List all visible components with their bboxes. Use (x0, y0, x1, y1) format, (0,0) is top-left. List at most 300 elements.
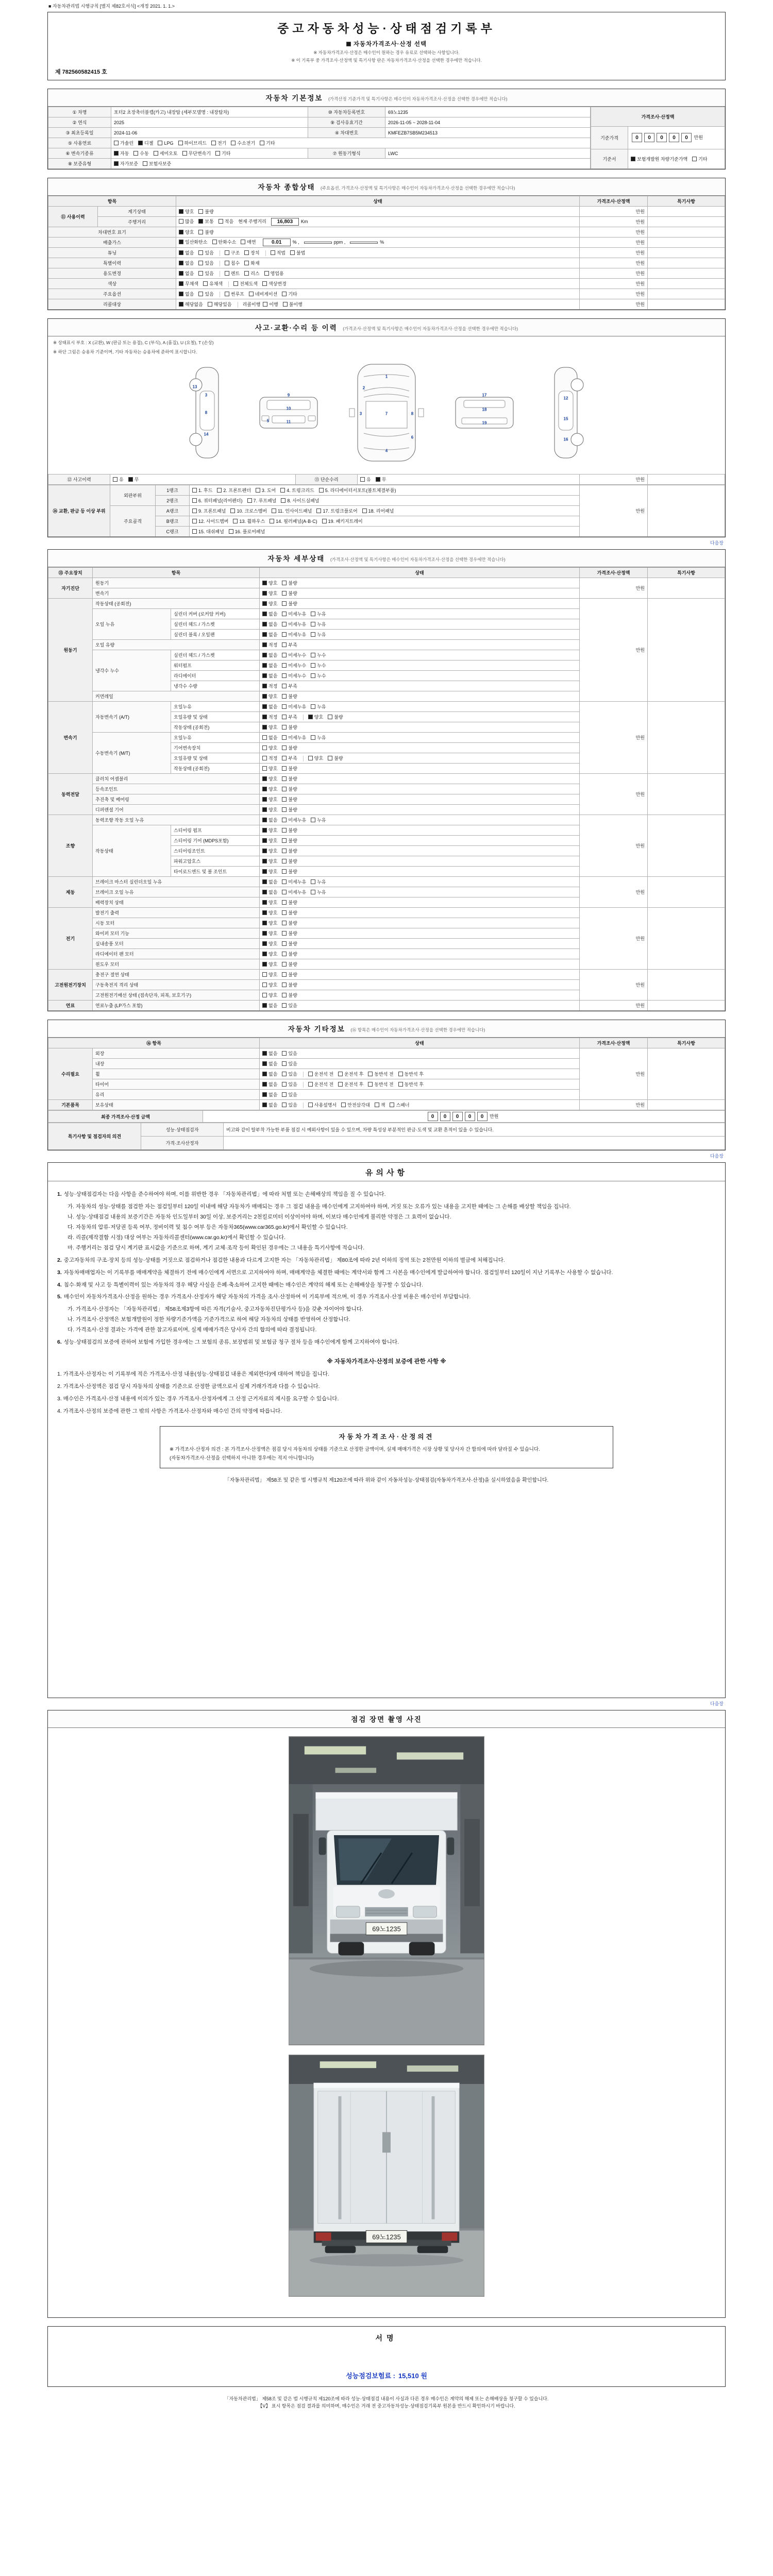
opinion-text (224, 1137, 725, 1150)
checkbox-없음[interactable] (262, 663, 267, 668)
price-cell: 만원 (580, 227, 648, 238)
diagram-part-number: 3 (359, 411, 362, 416)
checkbox-양호[interactable] (262, 601, 267, 606)
option-label: 매연 (247, 240, 256, 245)
checkbox-누유[interactable] (311, 632, 315, 637)
option-부족 (282, 714, 297, 720)
checkbox-있음[interactable] (282, 1072, 287, 1076)
option-불량 (282, 775, 297, 782)
checkbox-유[interactable] (360, 477, 365, 482)
checkbox-17. 트렁크플로어[interactable] (316, 509, 321, 513)
checkbox-8. 사이드실패널[interactable] (281, 498, 285, 503)
checkbox-미세누유[interactable] (282, 704, 287, 709)
checkbox-불량[interactable] (282, 828, 287, 833)
checkbox-불법[interactable] (290, 250, 295, 255)
checkbox-미세누유[interactable] (282, 632, 287, 637)
other-info-panel (47, 1020, 726, 1150)
checkbox-불량[interactable] (198, 209, 203, 214)
checkbox-5. 라디에이터서포트(볼트체결부품)[interactable] (319, 488, 324, 493)
section-label: ⑪ 사용이력 (48, 207, 98, 227)
checkbox-14. 필러패널(A·B·C)[interactable] (270, 519, 274, 523)
document-number: 제 782560582415 호 (55, 69, 107, 75)
checkbox-불량[interactable] (282, 952, 287, 956)
checkbox-없음[interactable] (262, 612, 267, 616)
part-label: 워터펌프 (171, 660, 260, 671)
checkbox-있음[interactable] (282, 1103, 287, 1107)
checkbox-운전석 전[interactable] (308, 1072, 313, 1076)
option-불량 (282, 971, 297, 978)
column-header: 항목 (48, 196, 176, 207)
option-불이행 (283, 301, 303, 308)
checkbox-11. 인사이드패널[interactable] (272, 509, 276, 513)
state-cell (176, 248, 580, 258)
checkbox-없음[interactable] (262, 632, 267, 637)
checkbox-없음[interactable] (262, 1082, 267, 1087)
checkbox-구조[interactable] (225, 250, 229, 255)
checkbox-없음[interactable] (262, 818, 267, 822)
checkbox-부족[interactable] (282, 684, 287, 688)
checkbox-양호[interactable] (262, 787, 267, 791)
checkbox-양호[interactable] (262, 591, 267, 596)
checkbox-운전석 후[interactable] (338, 1082, 343, 1087)
checkbox-양호[interactable] (262, 982, 267, 987)
checkbox-양호[interactable] (262, 859, 267, 863)
checkbox-미세누수[interactable] (282, 653, 287, 657)
option-label: 없음 (268, 632, 278, 637)
checkbox-불량[interactable] (282, 900, 287, 905)
option-label: 미세누수 (288, 663, 307, 668)
checkbox-기타[interactable] (260, 141, 264, 145)
checkbox-수동[interactable] (133, 151, 138, 156)
checkbox-가솔린[interactable] (114, 141, 119, 145)
option-누유 (311, 734, 326, 741)
column-header: 특기사항 (648, 1038, 725, 1048)
state-cell (260, 599, 580, 609)
checkbox-없음[interactable] (262, 879, 267, 884)
checkbox-무채색[interactable] (179, 281, 183, 286)
checkbox-적정[interactable] (262, 684, 267, 688)
checkbox-양호[interactable] (262, 931, 267, 936)
comprehensive-subtitle: (주요옵션, 가격조사·산정액 및 특기사항은 매수인이 자동차가격조사·산정을 선택한 경우에만 적습니다) (321, 185, 515, 191)
price-guarantee-item: 3. 매수인은 가격조사·산정 내용에 이의가 있는 경우 가격조사·산정자에게 그 산정 근거자료의 제시를 요구할 수 있습니다. (57, 1396, 339, 1402)
checkbox-불량[interactable] (282, 910, 287, 915)
price-digit: 0 (657, 133, 667, 142)
checkbox-누유[interactable] (311, 818, 315, 822)
checkbox-기타[interactable] (282, 292, 287, 296)
checkbox-양호[interactable] (262, 921, 267, 925)
checkbox-양호[interactable] (262, 581, 267, 585)
checkbox-보통[interactable] (198, 219, 203, 224)
checkbox-해당있음[interactable] (208, 302, 212, 307)
checkbox-양호[interactable] (262, 952, 267, 956)
price-cell: 만원 (580, 1100, 648, 1110)
checkbox-보험개발원 차량기준가액[interactable] (631, 157, 635, 161)
checkbox-없음[interactable] (179, 261, 183, 265)
next-page-link[interactable]: 다음장 (710, 540, 724, 546)
checkbox-누유[interactable] (311, 890, 315, 894)
checkbox-무[interactable] (128, 477, 133, 482)
checkbox-불량[interactable] (282, 581, 287, 585)
option-label: 자동 (120, 151, 129, 156)
option-label: 기타 (222, 151, 231, 156)
checkbox-불량[interactable] (282, 849, 287, 853)
state-cell (260, 630, 580, 640)
checkbox-미세누수[interactable] (282, 673, 287, 678)
checkbox-양호[interactable] (179, 209, 183, 214)
option-label: 미세누유 (288, 622, 307, 627)
option-label: 불량 (288, 766, 297, 771)
checkbox-양호[interactable] (262, 910, 267, 915)
photo-front-plate: 69노1235 (372, 1925, 401, 1933)
checkbox-없음[interactable] (262, 1061, 267, 1066)
option-label: 14. 필러패널(A·B·C) (276, 519, 317, 524)
device-table (48, 1038, 725, 1110)
checkbox-LPG[interactable] (158, 141, 162, 145)
checkbox-미세누유[interactable] (282, 818, 287, 822)
checkbox-불량[interactable] (282, 601, 287, 606)
option-불량 (328, 755, 343, 761)
option-미세누유 (282, 817, 306, 823)
checkbox-있음[interactable] (282, 1051, 287, 1056)
state-cell (260, 1001, 580, 1011)
state-text: 현재 주행거리 (238, 219, 266, 224)
option-label: 누유 (317, 735, 326, 740)
option-label: 양호 (268, 601, 278, 606)
checkbox-15. 대쉬패널[interactable] (192, 529, 197, 534)
checkbox-있음[interactable] (198, 271, 203, 276)
checkbox-부족[interactable] (282, 715, 287, 719)
checkbox-동반석 전[interactable] (368, 1082, 373, 1087)
checkbox-양호[interactable] (262, 900, 267, 905)
price-digit: 0 (452, 1112, 463, 1121)
checkbox-불량[interactable] (282, 766, 287, 771)
checkbox-양호[interactable] (262, 694, 267, 699)
checkbox-불량[interactable] (282, 797, 287, 802)
checkbox-18. 리어패널[interactable] (362, 509, 367, 513)
checkbox-없음[interactable] (179, 271, 183, 276)
note-cell (648, 207, 725, 217)
diagram-part-number: 15 (563, 416, 568, 421)
checkbox-양호[interactable] (262, 807, 267, 812)
checkbox-미세누수[interactable] (282, 663, 287, 668)
checkbox-기타[interactable] (215, 151, 220, 156)
checkbox-운전석 후[interactable] (338, 1072, 343, 1076)
checkbox-양호[interactable] (262, 725, 267, 730)
checkbox-불량[interactable] (328, 715, 332, 719)
checkbox-렌트[interactable] (225, 271, 229, 276)
checkbox-불량[interactable] (282, 807, 287, 812)
checkbox-있음[interactable] (198, 292, 203, 296)
checkbox-색상변경[interactable] (262, 281, 267, 286)
checkbox-누유[interactable] (311, 879, 315, 884)
option-label: 양호 (268, 931, 278, 936)
checkbox-있음[interactable] (282, 1003, 287, 1008)
price-guarantee-item: 4. 가격조사·산정의 보증에 관한 그 밖의 사항은 가격조사·산정자와 매수인 간의 약정에 따릅니다. (57, 1408, 282, 1414)
option-label: 있음 (205, 260, 214, 266)
checkbox-누유[interactable] (311, 704, 315, 709)
note-cell (648, 908, 725, 970)
checkbox-있음[interactable] (198, 261, 203, 265)
option-label: 불량 (288, 591, 297, 596)
checkbox-미세누유[interactable] (282, 879, 287, 884)
checkbox-2. 프론트펜더[interactable] (217, 488, 222, 493)
option-이행 (263, 301, 278, 308)
checkbox-19. 패키지트레이[interactable] (322, 519, 327, 523)
checkbox-미세누유[interactable] (282, 735, 287, 740)
checkbox-9. 프론트패널[interactable] (192, 509, 197, 513)
checkbox-누수[interactable] (311, 663, 315, 668)
option-불량 (282, 848, 297, 854)
checkbox-불량[interactable] (282, 931, 287, 936)
checkbox-없음[interactable] (262, 1103, 267, 1107)
note-cell (648, 815, 725, 877)
checkbox-1. 후드[interactable] (192, 488, 197, 493)
checkbox-양호[interactable] (262, 869, 267, 874)
checkbox-없음[interactable] (262, 890, 267, 894)
option-기타 (282, 291, 297, 297)
checkbox-전기[interactable] (211, 141, 216, 145)
checkbox-3. 도어[interactable] (256, 488, 260, 493)
option-label: 부족 (288, 642, 297, 648)
checkbox-하이브리드[interactable] (178, 141, 183, 145)
checkbox-불량[interactable] (282, 859, 287, 863)
checkbox-운전석 전[interactable] (308, 1082, 313, 1087)
checkbox-불량[interactable] (282, 982, 287, 987)
field-value: LWC (385, 148, 591, 159)
checkbox-없음[interactable] (262, 735, 267, 740)
checkbox-유[interactable] (113, 477, 117, 482)
notice-paragraph (57, 1292, 716, 1302)
checkbox-불량[interactable] (282, 591, 287, 596)
option-label: 11. 인사이드패널 (277, 509, 312, 514)
checkbox-양호[interactable] (262, 797, 267, 802)
checkbox-7. 루프패널[interactable] (247, 498, 252, 503)
checkbox-양호[interactable] (262, 838, 267, 843)
checkbox-영업용[interactable] (264, 271, 269, 276)
item-label: 오일 누유 (93, 609, 171, 640)
checkbox-화재[interactable] (244, 261, 249, 265)
simple-repair-label: ⑬ 단순수리 (296, 474, 358, 485)
checkbox-불량[interactable] (198, 230, 203, 234)
state-cell (260, 897, 580, 908)
option-label: 누유 (317, 890, 326, 895)
option-label: 6. 쿼터패널(리어펜더) (198, 498, 243, 503)
option-label: 불량 (288, 931, 297, 936)
checkbox-기타[interactable] (692, 157, 697, 161)
checkbox-불이행[interactable] (283, 302, 288, 307)
option-15. 대쉬패널 (192, 528, 224, 535)
option-미세누유 (282, 889, 306, 895)
price-survey-checkbox[interactable] (346, 42, 351, 46)
checkbox-적정[interactable] (262, 642, 267, 647)
checkbox-13. 휠하우스[interactable] (233, 519, 238, 523)
option-label: 누수 (317, 663, 326, 668)
option-누유 (311, 621, 326, 628)
separator (303, 1103, 304, 1108)
checkbox-사용설명서[interactable] (308, 1103, 313, 1107)
checkbox-디젤[interactable] (138, 141, 143, 145)
checkbox-양호[interactable] (262, 849, 267, 853)
price-digit: 0 (681, 133, 692, 142)
checkbox-누유[interactable] (311, 735, 315, 740)
note-cell (648, 702, 725, 774)
option-불량 (282, 920, 297, 926)
option-잭 (375, 1101, 385, 1108)
checkbox-무[interactable] (376, 477, 380, 482)
state-cell (260, 671, 580, 681)
next-page-link[interactable]: 다음장 (710, 1154, 724, 1159)
checkbox-세미오토[interactable] (154, 151, 158, 156)
checkbox-안전삼각대[interactable] (341, 1103, 346, 1107)
checkbox-4. 트렁크리드[interactable] (280, 488, 285, 493)
checkbox-썬루프[interactable] (225, 292, 229, 296)
note-cell (648, 268, 725, 279)
checkbox-양호[interactable] (262, 993, 267, 997)
checkbox-불량[interactable] (282, 725, 287, 730)
checkbox-없음[interactable] (262, 622, 267, 626)
column-header: 특기사항 (648, 196, 725, 207)
option-없음 (262, 734, 277, 741)
checkbox-16. 플로어패널[interactable] (229, 529, 233, 534)
checkbox-많음[interactable] (179, 219, 183, 224)
checkbox-불량[interactable] (282, 869, 287, 874)
notice-panel (47, 1162, 726, 1698)
option-label: 양호 (268, 828, 278, 833)
checkbox-양호[interactable] (262, 766, 267, 771)
opinion-text: 비고와 같이 탈부착 가능한 부품 점검 시 예외사항이 있을 수 있으며, 차량 특성상 부분적인 판금·도색 및 교환 흔적이 있을 수 있습니다. (224, 1123, 725, 1137)
checkbox-리스[interactable] (244, 271, 249, 276)
checkbox-불량[interactable] (282, 745, 287, 750)
checkbox-동반석 후[interactable] (398, 1082, 403, 1087)
checkbox-불량[interactable] (282, 694, 287, 699)
option-label: 누유 (317, 632, 326, 637)
checkbox-미세누유[interactable] (282, 622, 287, 626)
header-note-1: ※ 자동차가격조사·산정은 매수인이 원하는 경우 유료로 선택하는 사항입니다. (313, 50, 460, 55)
notice-number: 4. (57, 1281, 62, 1288)
checkbox-부족[interactable] (282, 642, 287, 647)
checkbox-누수[interactable] (311, 673, 315, 678)
checkbox-부족[interactable] (282, 756, 287, 760)
checkbox-없음[interactable] (262, 1072, 267, 1076)
checkbox-불량[interactable] (282, 838, 287, 843)
checkbox-적정[interactable] (262, 756, 267, 760)
option-label: 불량 (288, 807, 297, 812)
checkbox-무단변속기[interactable] (182, 151, 187, 156)
checkbox-없음[interactable] (262, 1092, 267, 1097)
checkbox-침수[interactable] (225, 261, 229, 265)
option-label: 운전석 전 (314, 1081, 334, 1087)
checkbox-불량[interactable] (282, 921, 287, 925)
option-label: 없음 (268, 663, 278, 668)
checkbox-이행[interactable] (263, 302, 267, 307)
checkbox-없음[interactable] (262, 704, 267, 709)
checkbox-동반석 전[interactable] (368, 1072, 373, 1076)
checkbox-불량[interactable] (282, 776, 287, 781)
checkbox-누유[interactable] (311, 622, 315, 626)
checkbox-없음[interactable] (262, 1051, 267, 1056)
option-누유 (311, 703, 326, 710)
checkbox-없음[interactable] (179, 292, 183, 296)
checkbox-양호[interactable] (262, 745, 267, 750)
checkbox-적정[interactable] (262, 715, 267, 719)
checkbox-스패너[interactable] (390, 1103, 394, 1107)
checkbox-자동[interactable] (114, 151, 119, 156)
checkbox-양호[interactable] (262, 972, 267, 977)
checkbox-유채색[interactable] (203, 281, 208, 286)
checkbox-6. 쿼터패널(리어펜더)[interactable] (192, 498, 197, 503)
checkbox-양호[interactable] (262, 828, 267, 833)
checkbox-있음[interactable] (282, 1061, 287, 1066)
option-label: 불량 (288, 776, 297, 782)
option-label: 사용설명서 (314, 1102, 337, 1108)
checkbox-수소전기[interactable] (231, 141, 236, 145)
checkbox-미세누유[interactable] (282, 612, 287, 616)
checkbox-있음[interactable] (282, 1082, 287, 1087)
checkbox-장치[interactable] (244, 250, 249, 255)
checkbox-있음[interactable] (198, 250, 203, 255)
option-label: 4. 트렁크리드 (287, 488, 314, 493)
checkbox-전체도색[interactable] (233, 281, 238, 286)
checkbox-누수[interactable] (311, 653, 315, 657)
next-page-link[interactable]: 다음장 (710, 1701, 724, 1706)
final-price-table (48, 1110, 725, 1123)
checkbox-적법[interactable] (271, 250, 275, 255)
price-block-header: 가격조사·산정액 (591, 107, 725, 127)
checkbox-불량[interactable] (282, 941, 287, 946)
checkbox-없음[interactable] (262, 673, 267, 678)
checkbox-12. 사이드멤버[interactable] (192, 519, 197, 523)
checkbox-일산화탄소[interactable] (179, 240, 183, 244)
checkbox-매연[interactable] (241, 240, 245, 244)
checkbox-잭[interactable] (375, 1103, 379, 1107)
checkbox-있음[interactable] (282, 1092, 287, 1097)
checkbox-없음[interactable] (179, 250, 183, 255)
checkbox-누유[interactable] (311, 612, 315, 616)
checkbox-적음[interactable] (219, 219, 223, 224)
checkbox-양호[interactable] (262, 962, 267, 967)
diagram-view-left_side (182, 362, 230, 466)
notice-text: 침수·화재 및 사고 등 특별이력이 있는 자동차의 경우 해당 사실을 은폐·축소하여 고지한 때에는 매수인은 계약의 해제 또는 손해배상을 청구할 수 있습니다. (63, 1281, 423, 1288)
checkbox-양호[interactable] (308, 715, 313, 719)
checkbox-미세누유[interactable] (282, 890, 287, 894)
checkbox-없음[interactable] (262, 653, 267, 657)
option-수소전기 (231, 140, 255, 146)
checkbox-자가보증[interactable] (114, 161, 119, 166)
option-양호 (262, 848, 277, 854)
field-value: KMFEZB7SB5M234513 (385, 128, 591, 138)
checkbox-불량[interactable] (282, 993, 287, 997)
notice-paragraph (57, 1337, 716, 1348)
checkbox-불량[interactable] (282, 787, 287, 791)
car-right-side-icon (543, 362, 591, 463)
checkbox-양호[interactable] (262, 941, 267, 946)
checkbox-해당없음[interactable] (179, 302, 183, 307)
checkbox-네비게이션[interactable] (249, 292, 254, 296)
checkbox-보험사보증[interactable] (143, 161, 147, 166)
state-cell (176, 268, 580, 279)
checkbox-동반석 후[interactable] (398, 1072, 403, 1076)
checkbox-양호[interactable] (308, 756, 313, 760)
checkbox-없음[interactable] (262, 1003, 267, 1008)
checkbox-불량[interactable] (328, 756, 332, 760)
checkbox-양호[interactable] (262, 776, 267, 781)
checkbox-불량[interactable] (282, 962, 287, 967)
checkbox-불량[interactable] (282, 972, 287, 977)
checkbox-양호[interactable] (179, 230, 183, 234)
price-opinion-line: (자동차가격조사·산정을 선택하지 아니한 경우에는 적지 아니합니다) (170, 1455, 314, 1461)
checkbox-탄화수소[interactable] (212, 240, 217, 244)
checkbox-10. 크로스멤버[interactable] (230, 509, 235, 513)
